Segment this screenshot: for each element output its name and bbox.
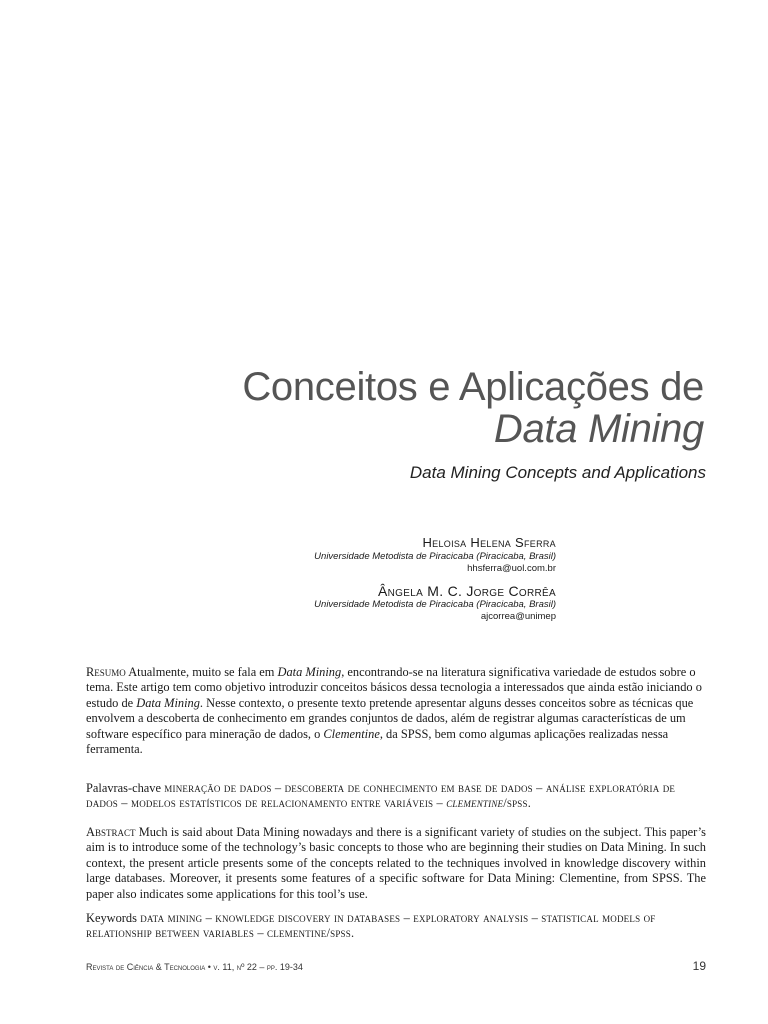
palavras-chave-text: /spss. (503, 796, 531, 811)
resumo-text: Atualmente, muito se fala em (125, 665, 278, 679)
author-name: Ângela M. C. Jorge Corrêa (378, 583, 556, 599)
palavras-chave-term: clementine (446, 796, 504, 811)
author-email[interactable]: ajcorrea@unimep (480, 611, 556, 622)
palavras-chave-text: mineração de dados – descoberta de conhecimento em base de dados – análise exploratória de dados – modelos estatísticos de relacionamento entre variáveis – (86, 781, 676, 811)
paper-title: Conceitos e Aplicações de (242, 365, 704, 409)
author-name: Heloisa Helena Sferra (422, 535, 556, 550)
resumo-term: Data Mining (277, 665, 342, 679)
keywords-text: data mining – knowledge discovery in databases – exploratory analysis – statistical models of relationship between variables – clementine/spss. (86, 911, 656, 941)
resumo-text: , encontrando-se na literatura significativa variedade de estudos sobre o tema. Este artigo tem como objetivo introduzir conceitos básicos dessa tecnologia a interessados que ainda estão iniciando o estudo de (86, 665, 702, 710)
journal-issue: • v. 11, nº 22 – pp. 19-34 (205, 962, 303, 972)
author-affiliation: Universidade Metodista de Piracicaba (Piracicaba, Brasil) (314, 551, 556, 562)
resumo-term: Data Mining (136, 695, 200, 710)
abstract-paragraph (86, 825, 706, 902)
page-number: 19 (692, 959, 706, 973)
palavras-chave-paragraph (86, 781, 706, 812)
resumo-text: . Nesse contexto, o presente texto pretende apresentar alguns desses conceitos sobre as técnicas que envolvem a descoberta de conhecimento em grandes conjuntos de dados, além de registrar algumas características de um software específico para mineração de dados, o (86, 695, 694, 741)
abstract-label: Abstract (86, 825, 136, 839)
author-affiliation: Universidade Metodista de Piracicaba (Piracicaba, Brasil) (314, 599, 556, 610)
page-footer (86, 959, 706, 973)
resumo-paragraph (86, 665, 706, 757)
abstract-text: Much is said about Data Mining nowadays and there is a significant variety of studies on the subject. This paper’s aim is to introduce some of the technology’s basic concepts to those who are beginning their studies on Data Mining. In such context, the present article presents some of the concepts related to the techniques involved in knowledge discovery within large databases. Moreover, it presents some features of a specific software for Data Mining: Clementine, from SPSS. The paper also indicates some applications for this tool’s use. (86, 825, 706, 901)
paper-title-data-mining: Data Mining (493, 407, 704, 451)
english-subtitle: Data Mining Concepts and Applications (409, 463, 706, 482)
author-email[interactable]: hhsferra@uol.com.br (467, 563, 556, 574)
title-block (242, 366, 704, 450)
resumo-label: Resumo (86, 665, 126, 679)
palavras-chave-label: Palavras-chave (86, 781, 161, 795)
resumo-term: Clementine (323, 726, 380, 741)
keywords-label: Keywords (86, 911, 137, 925)
keywords-paragraph (86, 911, 706, 942)
author-list (314, 535, 556, 623)
resumo-text: , da SPSS, bem como algumas aplicações realizadas nessa ferramenta. (86, 726, 669, 757)
journal-name: Revista de Ciência & Tecnologia (86, 962, 206, 972)
